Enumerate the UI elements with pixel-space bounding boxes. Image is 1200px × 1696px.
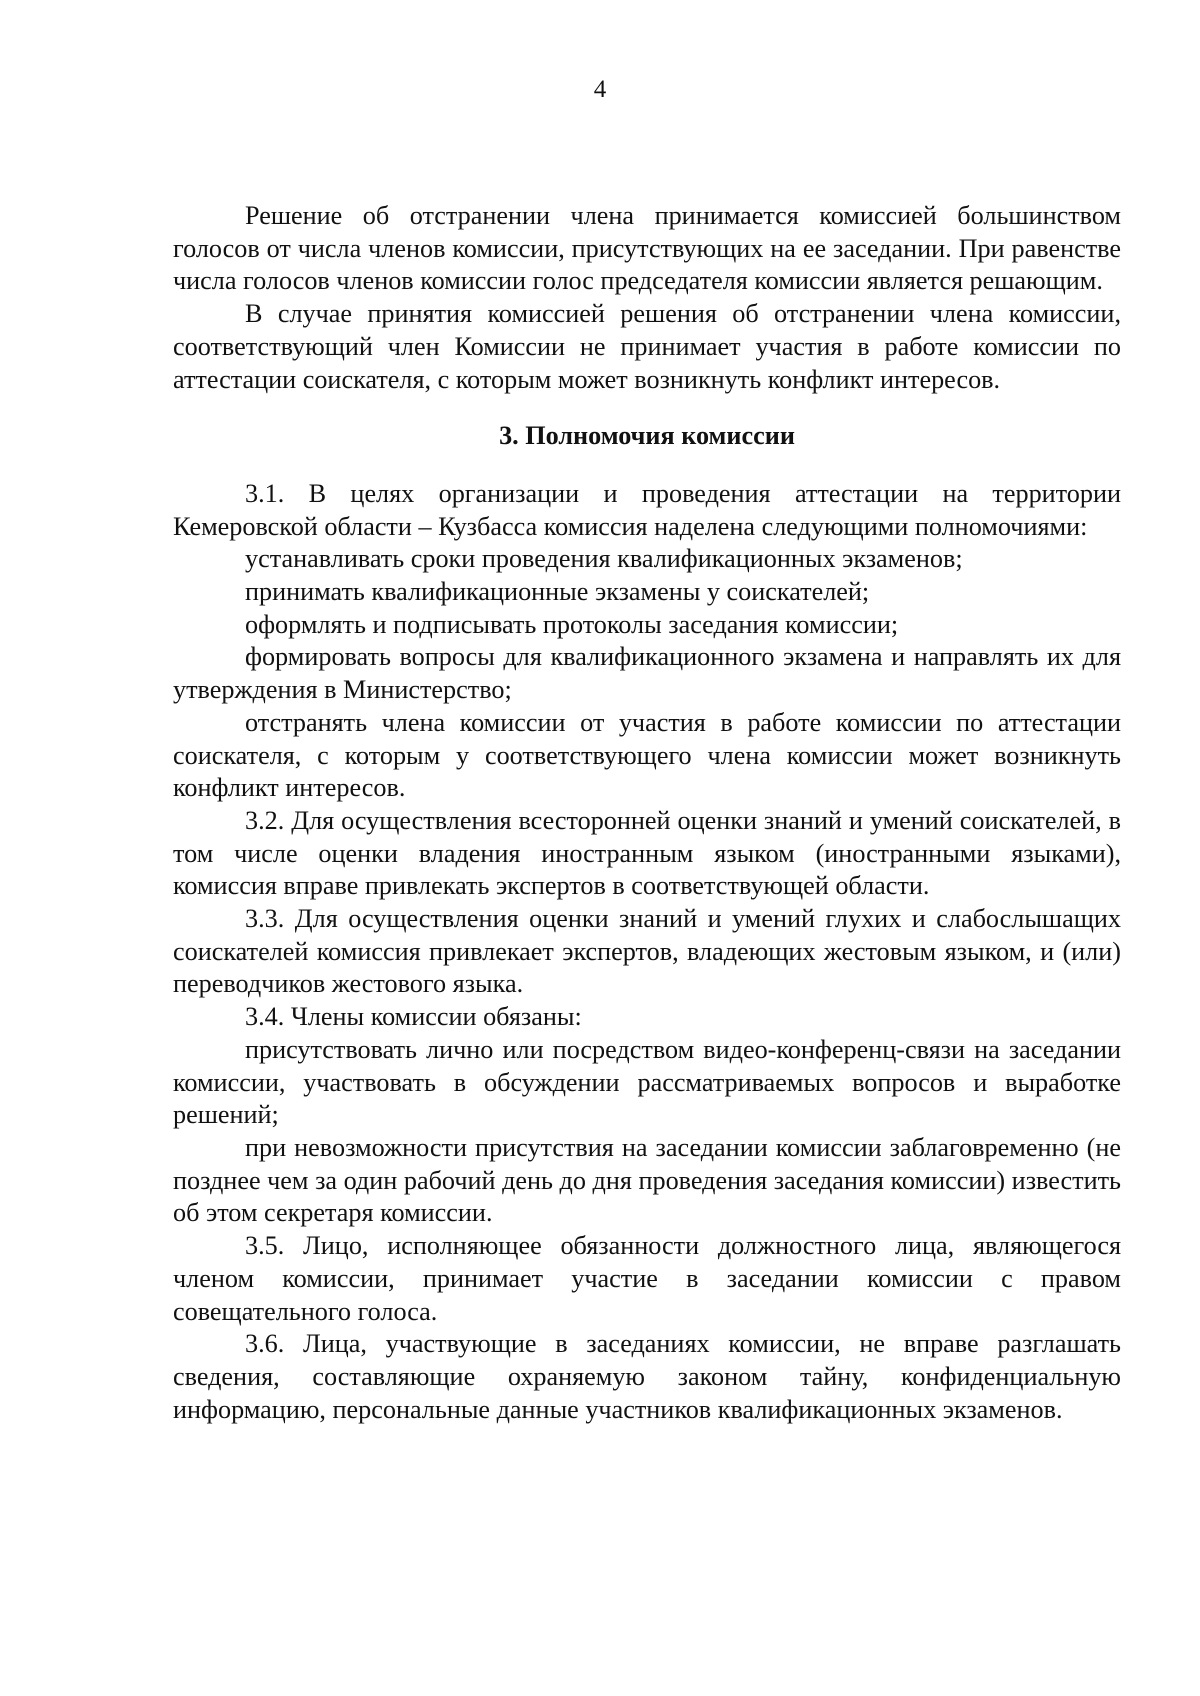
paragraph-3-2: 3.2. Для осуществления всесторонней оценки знаний и умений соискателей, в том числе оценки владения иностранным языком (иностранными языками), комиссия вправе привлекать экспертов в соответствующей области. (173, 805, 1121, 901)
paragraph-removal-decision: Решение об отстранении члена принимается комиссией большинством голосов от числа членов комиссии, присутствующих на ее заседании. При равенстве числа голосов членов комиссии голос председателя комиссии является решающим. (173, 201, 1121, 296)
page-number: 4 (593, 76, 607, 103)
paragraph-3-3: 3.3. Для осуществления оценки знаний и умений глухих и слабослышащих соискателей комиссия привлекает экспертов, владеющих жестовым языком, и (или) переводчиков жестового языка. (173, 904, 1121, 999)
duty-item-notify-absence: при невозможности присутствия на заседании комиссии заблаговременно (не позднее чем за один рабочий день до дня проведения заседания комиссии) известить об этом секретаря комиссии. (173, 1132, 1121, 1228)
power-item-sign-protocols: оформлять и подписывать протоколы заседания комиссии; (245, 609, 899, 639)
power-item-set-dates: устанавливать сроки проведения квалификационных экзаменов; (245, 544, 963, 574)
section-heading-powers: 3. Полномочия комиссии (499, 421, 795, 451)
paragraph-3-6: 3.6. Лица, участвующие в заседаниях комиссии, не вправе разглашать сведения, составляющие охраняемую законом тайну, конфиденциальную информацию, персональные данные участников квалификационных экзаменов. (173, 1329, 1121, 1424)
power-item-form-questions: формировать вопросы для квалификационного экзамена и направлять их для утверждения в Министерство; (173, 642, 1121, 705)
paragraph-removal-consequence: В случае принятия комиссией решения об отстранении члена комиссии, соответствующий член Комиссии не принимает участия в работе комиссии по аттестации соискателя, с которым может возникнуть конфликт интересов. (173, 299, 1121, 394)
paragraph-3-1: 3.1. В целях организации и проведения аттестации на территории Кемеровской области – Кузбасса комиссия наделена следующими полномочиями: (173, 478, 1121, 541)
paragraph-3-5: 3.5. Лицо, исполняющее обязанности должностного лица, являющегося членом комиссии, принимает участие в заседании комиссии с правом совещательного голоса. (173, 1231, 1121, 1326)
document-body (173, 200, 1121, 1426)
duty-item-attend: присутствовать лично или посредством видео-конференц-связи на заседании комиссии, участвовать в обсуждении рассматриваемых вопросов и выработке решений; (173, 1034, 1121, 1130)
paragraph-3-4: 3.4. Члены комиссии обязаны: (245, 1002, 582, 1032)
power-item-accept-exams: принимать квалификационные экзамены у соискателей; (245, 577, 870, 607)
power-item-remove-member: отстранять члена комиссии от участия в работе комиссии по аттестации соискателя, с которым у соответствующего члена комиссии может возникнуть конфликт интересов. (173, 707, 1121, 803)
